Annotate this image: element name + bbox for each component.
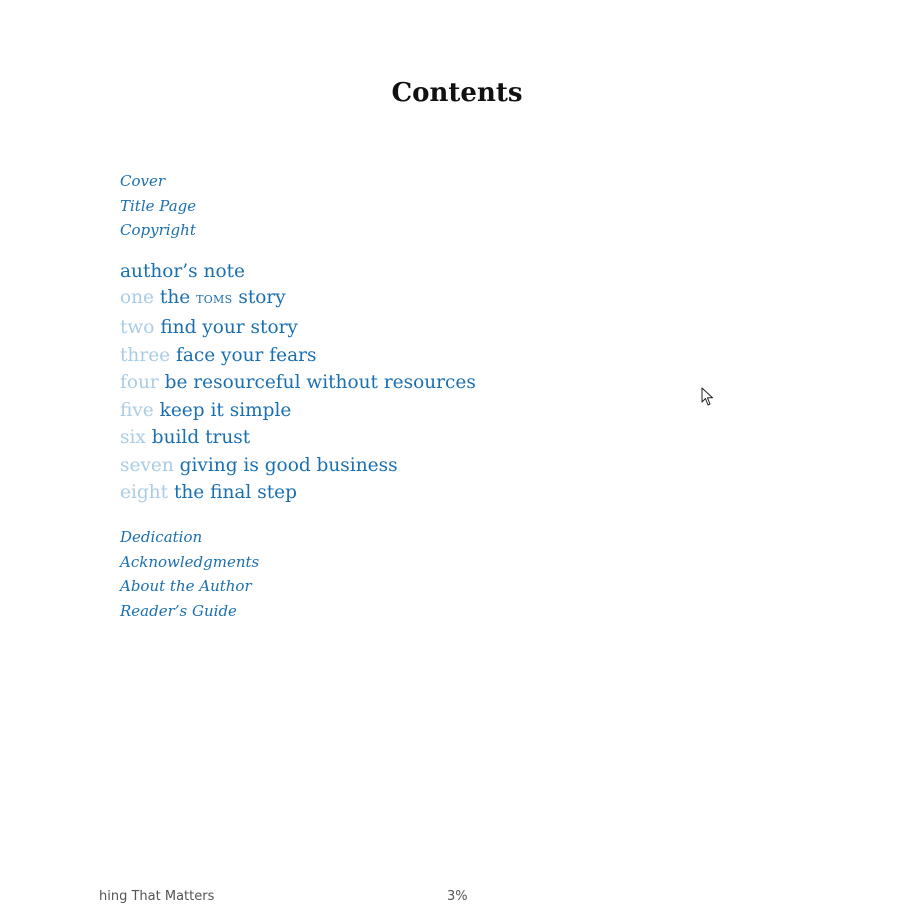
chapter-title: face your fears: [175, 345, 317, 366]
toc-link-chapter-one[interactable]: [120, 287, 286, 308]
chapter-number: one: [120, 287, 155, 308]
toc-link-cover[interactable]: Cover: [120, 172, 166, 190]
reading-progress: 3%: [447, 889, 468, 904]
chapter-title-part: story: [232, 287, 286, 308]
chapter-number: six: [120, 427, 146, 448]
toc-link-dedication[interactable]: Dedication: [120, 528, 203, 546]
chapter-title-part: the: [159, 287, 197, 308]
chapter-number: three: [120, 345, 171, 366]
toc-link-readers-guide[interactable]: Reader’s Guide: [120, 602, 237, 620]
chapter-title: find your story: [160, 317, 298, 338]
footer-book-title: hing That Matters: [99, 889, 215, 904]
chapter-title: build trust: [151, 427, 251, 448]
chapter-number: eight: [120, 482, 169, 503]
chapter-number: five: [120, 400, 154, 421]
chapter-title: the final step: [173, 482, 297, 503]
toc-link-chapter-six[interactable]: [120, 427, 250, 448]
toc-link-authors-note[interactable]: [120, 261, 245, 282]
toc-link-chapter-four[interactable]: [120, 372, 476, 393]
chapter-title: keep it simple: [159, 400, 292, 421]
chapter-title: author’s note: [120, 261, 245, 282]
chapter-title: be resourceful without resources: [164, 372, 476, 393]
chapter-title: giving is good business: [179, 455, 398, 476]
chapter-number: two: [120, 317, 155, 338]
toc-link-chapter-seven[interactable]: [120, 455, 398, 476]
toc-link-copyright[interactable]: Copyright: [120, 221, 196, 239]
toc-link-chapter-five[interactable]: [120, 400, 291, 421]
chapter-number: seven: [120, 455, 174, 476]
toc-link-acknowledgments[interactable]: Acknowledgments: [120, 553, 260, 571]
toc-link-title-page[interactable]: Title Page: [120, 197, 197, 215]
toc-link-chapter-eight[interactable]: [120, 482, 297, 503]
mouse-pointer-icon: [701, 387, 715, 407]
toc-link-chapter-two[interactable]: [120, 317, 298, 338]
chapter-number: four: [120, 372, 159, 393]
toc-link-about-the-author[interactable]: About the Author: [120, 577, 252, 595]
page-title: Contents: [391, 78, 523, 108]
chapter-title-smallcaps: toms: [196, 289, 233, 307]
toc-link-chapter-three[interactable]: [120, 345, 316, 366]
